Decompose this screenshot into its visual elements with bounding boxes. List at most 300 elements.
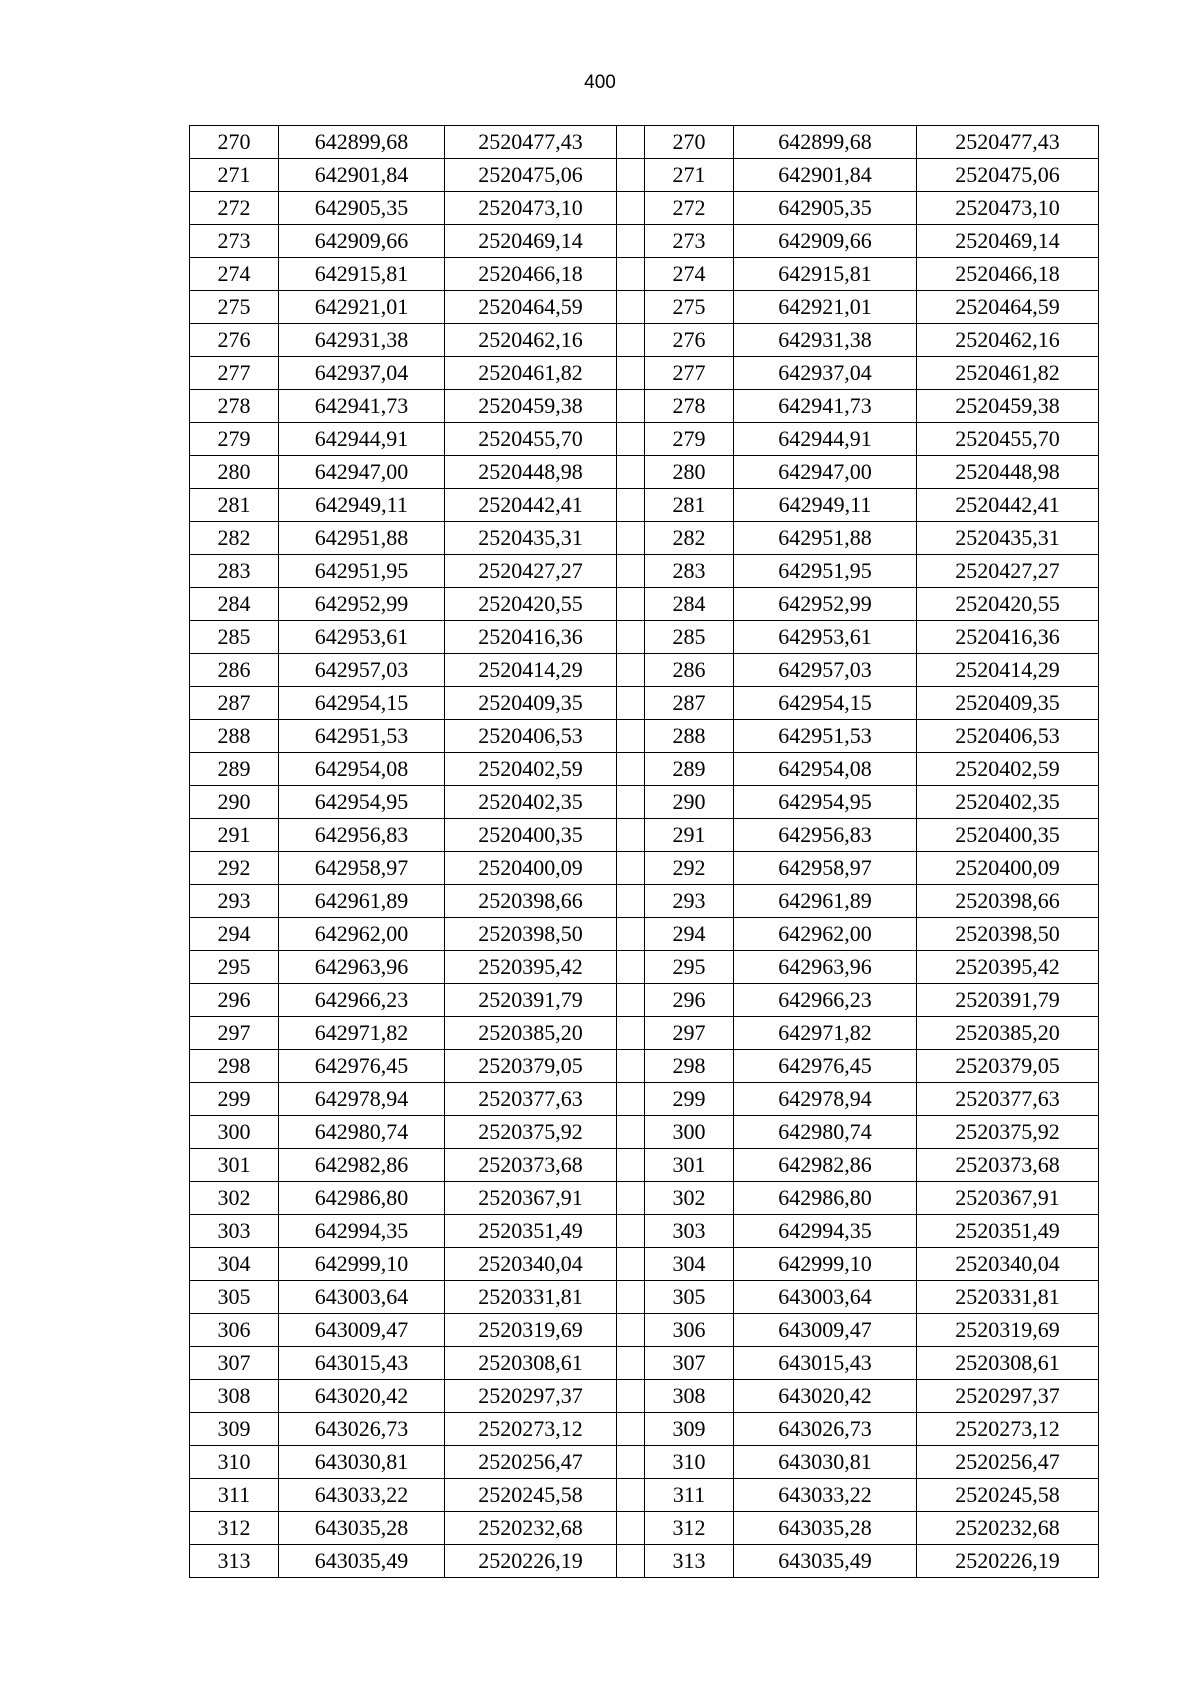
x-coordinate-right: 642947,00: [734, 456, 917, 489]
spacer-cell: [617, 357, 645, 390]
y-coordinate-left: 2520427,27: [445, 555, 617, 588]
table-row: [190, 1017, 1099, 1050]
point-number-right: 272: [645, 192, 734, 225]
spacer-cell: [617, 720, 645, 753]
x-coordinate-right: 643015,43: [734, 1347, 917, 1380]
point-number-left: 308: [190, 1380, 279, 1413]
point-number-left: 279: [190, 423, 279, 456]
y-coordinate-right: 2520351,49: [917, 1215, 1099, 1248]
spacer-cell: [617, 291, 645, 324]
x-coordinate-left: 642994,35: [279, 1215, 445, 1248]
spacer-cell: [617, 1116, 645, 1149]
x-coordinate-left: 642958,97: [279, 852, 445, 885]
point-number-right: 288: [645, 720, 734, 753]
x-coordinate-left: 642954,15: [279, 687, 445, 720]
point-number-left: 297: [190, 1017, 279, 1050]
x-coordinate-right: 642949,11: [734, 489, 917, 522]
point-number-left: 304: [190, 1248, 279, 1281]
spacer-cell: [617, 1512, 645, 1545]
y-coordinate-right: 2520377,63: [917, 1083, 1099, 1116]
point-number-left: 294: [190, 918, 279, 951]
x-coordinate-right: 642978,94: [734, 1083, 917, 1116]
y-coordinate-right: 2520455,70: [917, 423, 1099, 456]
table-row: [190, 1380, 1099, 1413]
point-number-right: 298: [645, 1050, 734, 1083]
x-coordinate-left: 642976,45: [279, 1050, 445, 1083]
table-row: [190, 621, 1099, 654]
x-coordinate-left: 642961,89: [279, 885, 445, 918]
table-row: [190, 291, 1099, 324]
table-row: [190, 654, 1099, 687]
page-number: 400: [584, 72, 616, 93]
point-number-left: 276: [190, 324, 279, 357]
spacer-cell: [617, 621, 645, 654]
spacer-cell: [617, 423, 645, 456]
x-coordinate-left: 642957,03: [279, 654, 445, 687]
x-coordinate-left: 643009,47: [279, 1314, 445, 1347]
point-number-left: 303: [190, 1215, 279, 1248]
point-number-left: 300: [190, 1116, 279, 1149]
x-coordinate-right: 642956,83: [734, 819, 917, 852]
x-coordinate-right: 642941,73: [734, 390, 917, 423]
y-coordinate-right: 2520297,37: [917, 1380, 1099, 1413]
spacer-cell: [617, 588, 645, 621]
x-coordinate-left: 643015,43: [279, 1347, 445, 1380]
y-coordinate-right: 2520395,42: [917, 951, 1099, 984]
point-number-left: 273: [190, 225, 279, 258]
point-number-left: 287: [190, 687, 279, 720]
table-row: [190, 951, 1099, 984]
table-row: [190, 1281, 1099, 1314]
point-number-right: 309: [645, 1413, 734, 1446]
y-coordinate-left: 2520442,41: [445, 489, 617, 522]
point-number-right: 278: [645, 390, 734, 423]
x-coordinate-right: 642982,86: [734, 1149, 917, 1182]
x-coordinate-right: 643033,22: [734, 1479, 917, 1512]
point-number-right: 274: [645, 258, 734, 291]
spacer-cell: [617, 1017, 645, 1050]
spacer-cell: [617, 1380, 645, 1413]
table-row: [190, 390, 1099, 423]
point-number-right: 290: [645, 786, 734, 819]
point-number-right: 308: [645, 1380, 734, 1413]
y-coordinate-right: 2520400,09: [917, 852, 1099, 885]
x-coordinate-left: 642986,80: [279, 1182, 445, 1215]
spacer-cell: [617, 852, 645, 885]
point-number-left: 299: [190, 1083, 279, 1116]
x-coordinate-right: 642961,89: [734, 885, 917, 918]
x-coordinate-left: 642962,00: [279, 918, 445, 951]
x-coordinate-left: 642952,99: [279, 588, 445, 621]
x-coordinate-left: 642941,73: [279, 390, 445, 423]
y-coordinate-left: 2520435,31: [445, 522, 617, 555]
table-row: [190, 1446, 1099, 1479]
x-coordinate-left: 642951,88: [279, 522, 445, 555]
y-coordinate-left: 2520466,18: [445, 258, 617, 291]
point-number-left: 293: [190, 885, 279, 918]
y-coordinate-right: 2520402,35: [917, 786, 1099, 819]
table-row: [190, 456, 1099, 489]
x-coordinate-right: 642901,84: [734, 159, 917, 192]
point-number-left: 313: [190, 1545, 279, 1578]
y-coordinate-left: 2520464,59: [445, 291, 617, 324]
point-number-left: 286: [190, 654, 279, 687]
y-coordinate-right: 2520232,68: [917, 1512, 1099, 1545]
x-coordinate-left: 642980,74: [279, 1116, 445, 1149]
table-row: [190, 159, 1099, 192]
x-coordinate-left: 642899,68: [279, 126, 445, 159]
point-number-right: 270: [645, 126, 734, 159]
y-coordinate-right: 2520331,81: [917, 1281, 1099, 1314]
spacer-cell: [617, 390, 645, 423]
point-number-right: 297: [645, 1017, 734, 1050]
y-coordinate-left: 2520414,29: [445, 654, 617, 687]
spacer-cell: [617, 456, 645, 489]
y-coordinate-left: 2520398,66: [445, 885, 617, 918]
y-coordinate-left: 2520402,35: [445, 786, 617, 819]
spacer-cell: [617, 324, 645, 357]
spacer-cell: [617, 1149, 645, 1182]
x-coordinate-left: 642921,01: [279, 291, 445, 324]
y-coordinate-right: 2520391,79: [917, 984, 1099, 1017]
x-coordinate-left: 642937,04: [279, 357, 445, 390]
y-coordinate-right: 2520385,20: [917, 1017, 1099, 1050]
point-number-right: 279: [645, 423, 734, 456]
point-number-left: 291: [190, 819, 279, 852]
y-coordinate-left: 2520256,47: [445, 1446, 617, 1479]
y-coordinate-right: 2520375,92: [917, 1116, 1099, 1149]
point-number-left: 296: [190, 984, 279, 1017]
table-row: [190, 1347, 1099, 1380]
y-coordinate-right: 2520435,31: [917, 522, 1099, 555]
y-coordinate-right: 2520475,06: [917, 159, 1099, 192]
table-row: [190, 192, 1099, 225]
point-number-left: 284: [190, 588, 279, 621]
x-coordinate-right: 642915,81: [734, 258, 917, 291]
x-coordinate-left: 643030,81: [279, 1446, 445, 1479]
spacer-cell: [617, 1182, 645, 1215]
table-row: [190, 984, 1099, 1017]
spacer-cell: [617, 786, 645, 819]
table-row: [190, 555, 1099, 588]
y-coordinate-left: 2520319,69: [445, 1314, 617, 1347]
table-row: [190, 753, 1099, 786]
x-coordinate-right: 642953,61: [734, 621, 917, 654]
point-number-right: 305: [645, 1281, 734, 1314]
x-coordinate-right: 642954,95: [734, 786, 917, 819]
y-coordinate-left: 2520245,58: [445, 1479, 617, 1512]
point-number-left: 301: [190, 1149, 279, 1182]
y-coordinate-right: 2520398,66: [917, 885, 1099, 918]
y-coordinate-left: 2520375,92: [445, 1116, 617, 1149]
spacer-cell: [617, 753, 645, 786]
y-coordinate-left: 2520273,12: [445, 1413, 617, 1446]
spacer-cell: [617, 1215, 645, 1248]
point-number-right: 301: [645, 1149, 734, 1182]
point-number-right: 292: [645, 852, 734, 885]
x-coordinate-left: 642953,61: [279, 621, 445, 654]
spacer-cell: [617, 225, 645, 258]
y-coordinate-right: 2520466,18: [917, 258, 1099, 291]
spacer-cell: [617, 522, 645, 555]
point-number-left: 302: [190, 1182, 279, 1215]
x-coordinate-right: 642931,38: [734, 324, 917, 357]
point-number-right: 304: [645, 1248, 734, 1281]
point-number-left: 305: [190, 1281, 279, 1314]
y-coordinate-right: 2520473,10: [917, 192, 1099, 225]
y-coordinate-right: 2520319,69: [917, 1314, 1099, 1347]
spacer-cell: [617, 1347, 645, 1380]
x-coordinate-left: 643035,49: [279, 1545, 445, 1578]
y-coordinate-left: 2520391,79: [445, 984, 617, 1017]
spacer-cell: [617, 1446, 645, 1479]
spacer-cell: [617, 489, 645, 522]
y-coordinate-left: 2520377,63: [445, 1083, 617, 1116]
x-coordinate-left: 642931,38: [279, 324, 445, 357]
y-coordinate-left: 2520379,05: [445, 1050, 617, 1083]
point-number-right: 273: [645, 225, 734, 258]
point-number-right: 286: [645, 654, 734, 687]
point-number-left: 277: [190, 357, 279, 390]
y-coordinate-right: 2520477,43: [917, 126, 1099, 159]
point-number-left: 274: [190, 258, 279, 291]
point-number-left: 272: [190, 192, 279, 225]
x-coordinate-right: 643009,47: [734, 1314, 917, 1347]
point-number-left: 285: [190, 621, 279, 654]
table-row: [190, 324, 1099, 357]
x-coordinate-right: 643003,64: [734, 1281, 917, 1314]
table-row: [190, 1314, 1099, 1347]
x-coordinate-right: 642976,45: [734, 1050, 917, 1083]
x-coordinate-left: 642978,94: [279, 1083, 445, 1116]
y-coordinate-right: 2520256,47: [917, 1446, 1099, 1479]
x-coordinate-right: 642951,95: [734, 555, 917, 588]
y-coordinate-right: 2520367,91: [917, 1182, 1099, 1215]
y-coordinate-left: 2520367,91: [445, 1182, 617, 1215]
y-coordinate-right: 2520414,29: [917, 654, 1099, 687]
y-coordinate-left: 2520448,98: [445, 456, 617, 489]
y-coordinate-right: 2520469,14: [917, 225, 1099, 258]
point-number-left: 310: [190, 1446, 279, 1479]
point-number-right: 310: [645, 1446, 734, 1479]
x-coordinate-left: 642915,81: [279, 258, 445, 291]
x-coordinate-left: 643033,22: [279, 1479, 445, 1512]
y-coordinate-right: 2520462,16: [917, 324, 1099, 357]
y-coordinate-left: 2520469,14: [445, 225, 617, 258]
y-coordinate-left: 2520402,59: [445, 753, 617, 786]
y-coordinate-left: 2520473,10: [445, 192, 617, 225]
y-coordinate-right: 2520226,19: [917, 1545, 1099, 1578]
x-coordinate-left: 643026,73: [279, 1413, 445, 1446]
x-coordinate-right: 642954,08: [734, 753, 917, 786]
point-number-right: 275: [645, 291, 734, 324]
x-coordinate-right: 642944,91: [734, 423, 917, 456]
x-coordinate-right: 642963,96: [734, 951, 917, 984]
table-row: [190, 357, 1099, 390]
y-coordinate-left: 2520459,38: [445, 390, 617, 423]
y-coordinate-right: 2520459,38: [917, 390, 1099, 423]
y-coordinate-left: 2520398,50: [445, 918, 617, 951]
x-coordinate-left: 643003,64: [279, 1281, 445, 1314]
point-number-right: 281: [645, 489, 734, 522]
y-coordinate-left: 2520461,82: [445, 357, 617, 390]
y-coordinate-right: 2520420,55: [917, 588, 1099, 621]
y-coordinate-right: 2520373,68: [917, 1149, 1099, 1182]
point-number-left: 283: [190, 555, 279, 588]
point-number-left: 298: [190, 1050, 279, 1083]
spacer-cell: [617, 1050, 645, 1083]
point-number-left: 289: [190, 753, 279, 786]
x-coordinate-left: 642954,08: [279, 753, 445, 786]
y-coordinate-left: 2520308,61: [445, 1347, 617, 1380]
y-coordinate-right: 2520308,61: [917, 1347, 1099, 1380]
spacer-cell: [617, 819, 645, 852]
y-coordinate-right: 2520402,59: [917, 753, 1099, 786]
spacer-cell: [617, 687, 645, 720]
x-coordinate-left: 642905,35: [279, 192, 445, 225]
x-coordinate-left: 642966,23: [279, 984, 445, 1017]
point-number-left: 311: [190, 1479, 279, 1512]
y-coordinate-left: 2520462,16: [445, 324, 617, 357]
x-coordinate-right: 643035,28: [734, 1512, 917, 1545]
y-coordinate-right: 2520379,05: [917, 1050, 1099, 1083]
table-row: [190, 1215, 1099, 1248]
y-coordinate-right: 2520416,36: [917, 621, 1099, 654]
x-coordinate-right: 643026,73: [734, 1413, 917, 1446]
x-coordinate-left: 642951,53: [279, 720, 445, 753]
spacer-cell: [617, 984, 645, 1017]
y-coordinate-left: 2520475,06: [445, 159, 617, 192]
point-number-left: 282: [190, 522, 279, 555]
y-coordinate-right: 2520406,53: [917, 720, 1099, 753]
spacer-cell: [617, 555, 645, 588]
x-coordinate-left: 642963,96: [279, 951, 445, 984]
table-row: [190, 1512, 1099, 1545]
x-coordinate-left: 642999,10: [279, 1248, 445, 1281]
point-number-right: 311: [645, 1479, 734, 1512]
y-coordinate-left: 2520400,09: [445, 852, 617, 885]
point-number-right: 284: [645, 588, 734, 621]
point-number-right: 299: [645, 1083, 734, 1116]
point-number-left: 271: [190, 159, 279, 192]
table-row: [190, 852, 1099, 885]
y-coordinate-left: 2520232,68: [445, 1512, 617, 1545]
x-coordinate-left: 642982,86: [279, 1149, 445, 1182]
spacer-cell: [617, 159, 645, 192]
x-coordinate-left: 642909,66: [279, 225, 445, 258]
x-coordinate-right: 642999,10: [734, 1248, 917, 1281]
point-number-left: 306: [190, 1314, 279, 1347]
table-row: [190, 918, 1099, 951]
spacer-cell: [617, 1248, 645, 1281]
point-number-right: 276: [645, 324, 734, 357]
y-coordinate-right: 2520427,27: [917, 555, 1099, 588]
point-number-left: 281: [190, 489, 279, 522]
point-number-right: 313: [645, 1545, 734, 1578]
spacer-cell: [617, 951, 645, 984]
table-row: [190, 687, 1099, 720]
x-coordinate-right: 643020,42: [734, 1380, 917, 1413]
table-row: [190, 489, 1099, 522]
table-row: [190, 786, 1099, 819]
y-coordinate-right: 2520400,35: [917, 819, 1099, 852]
y-coordinate-left: 2520409,35: [445, 687, 617, 720]
x-coordinate-left: 642949,11: [279, 489, 445, 522]
y-coordinate-right: 2520245,58: [917, 1479, 1099, 1512]
point-number-left: 307: [190, 1347, 279, 1380]
table-row: [190, 258, 1099, 291]
table-row: [190, 225, 1099, 258]
point-number-right: 277: [645, 357, 734, 390]
x-coordinate-right: 642905,35: [734, 192, 917, 225]
y-coordinate-left: 2520420,55: [445, 588, 617, 621]
table-row: [190, 1083, 1099, 1116]
spacer-cell: [617, 654, 645, 687]
x-coordinate-right: 642951,53: [734, 720, 917, 753]
x-coordinate-right: 642971,82: [734, 1017, 917, 1050]
table-row: [190, 1050, 1099, 1083]
x-coordinate-right: 642954,15: [734, 687, 917, 720]
point-number-right: 283: [645, 555, 734, 588]
spacer-cell: [617, 1545, 645, 1578]
y-coordinate-right: 2520340,04: [917, 1248, 1099, 1281]
x-coordinate-left: 642944,91: [279, 423, 445, 456]
point-number-right: 295: [645, 951, 734, 984]
point-number-left: 309: [190, 1413, 279, 1446]
y-coordinate-right: 2520442,41: [917, 489, 1099, 522]
point-number-right: 294: [645, 918, 734, 951]
table-row: [190, 1545, 1099, 1578]
y-coordinate-left: 2520395,42: [445, 951, 617, 984]
x-coordinate-right: 643035,49: [734, 1545, 917, 1578]
x-coordinate-right: 642909,66: [734, 225, 917, 258]
table-row: [190, 1413, 1099, 1446]
y-coordinate-left: 2520226,19: [445, 1545, 617, 1578]
y-coordinate-right: 2520448,98: [917, 456, 1099, 489]
spacer-cell: [617, 1413, 645, 1446]
point-number-right: 293: [645, 885, 734, 918]
table-row: [190, 720, 1099, 753]
x-coordinate-left: 642956,83: [279, 819, 445, 852]
x-coordinate-right: 642962,00: [734, 918, 917, 951]
x-coordinate-left: 642951,95: [279, 555, 445, 588]
x-coordinate-right: 642952,99: [734, 588, 917, 621]
point-number-right: 302: [645, 1182, 734, 1215]
y-coordinate-left: 2520406,53: [445, 720, 617, 753]
table-row: [190, 1149, 1099, 1182]
spacer-cell: [617, 1083, 645, 1116]
table-row: [190, 885, 1099, 918]
table-row: [190, 522, 1099, 555]
x-coordinate-right: 642986,80: [734, 1182, 917, 1215]
table-row: [190, 1116, 1099, 1149]
y-coordinate-left: 2520297,37: [445, 1380, 617, 1413]
point-number-left: 288: [190, 720, 279, 753]
table-row: [190, 423, 1099, 456]
y-coordinate-right: 2520464,59: [917, 291, 1099, 324]
point-number-left: 278: [190, 390, 279, 423]
y-coordinate-left: 2520331,81: [445, 1281, 617, 1314]
y-coordinate-right: 2520273,12: [917, 1413, 1099, 1446]
point-number-right: 303: [645, 1215, 734, 1248]
spacer-cell: [617, 1314, 645, 1347]
x-coordinate-left: 643020,42: [279, 1380, 445, 1413]
point-number-left: 290: [190, 786, 279, 819]
point-number-right: 287: [645, 687, 734, 720]
point-number-right: 296: [645, 984, 734, 1017]
x-coordinate-left: 642954,95: [279, 786, 445, 819]
table-row: [190, 1479, 1099, 1512]
